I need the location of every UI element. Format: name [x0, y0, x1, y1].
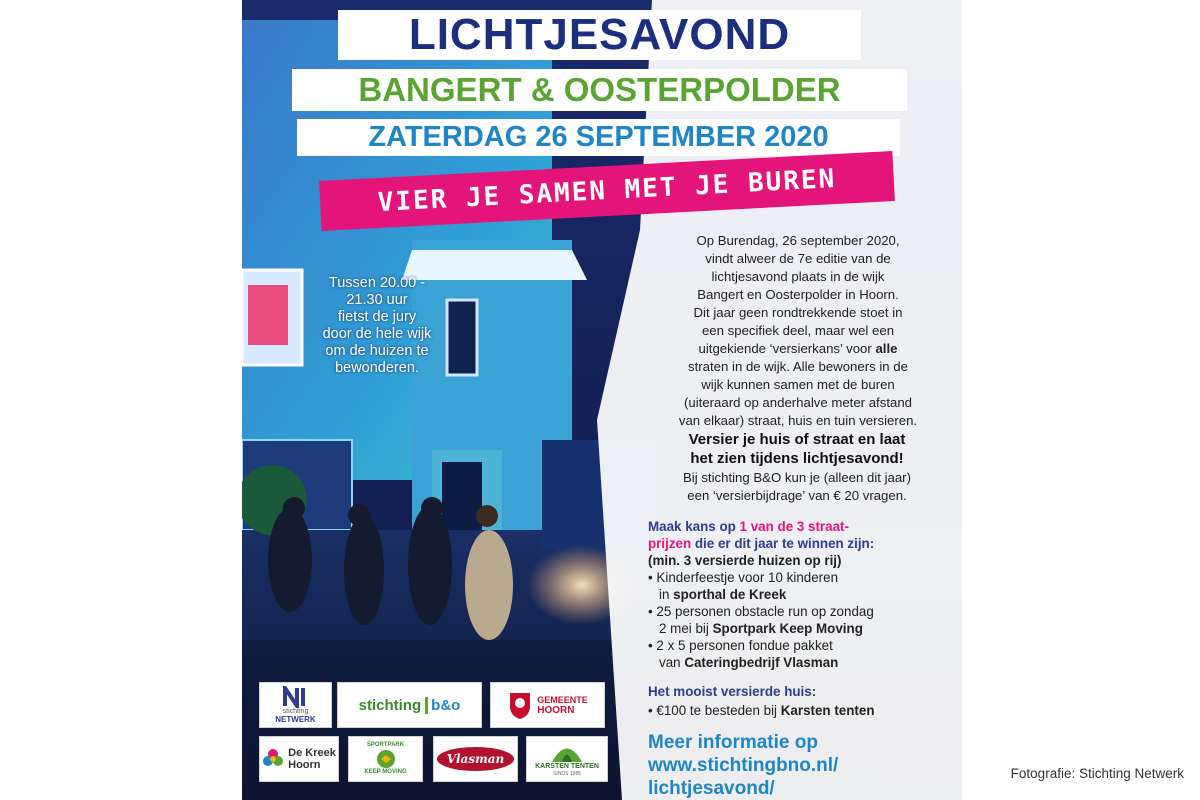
logo-stichting-bno: stichting b&o	[337, 682, 482, 728]
poster-date: ZATERDAG 26 SEPTEMBER 2020	[297, 119, 900, 156]
logo-gemeente-hoorn: GEMEENTE HOORN	[490, 682, 605, 728]
versier-heading: Versier je huis of straat en laat het zien tijdens lichtjesavond!	[688, 431, 906, 467]
logo-sportpark-keep-moving: SPORTPARK KEEP MOVING	[348, 736, 423, 782]
logo-stichting-netwerk: stichting NETWERK	[259, 682, 332, 728]
poster-subtitle: BANGERT & OOSTERPOLDER	[292, 69, 907, 111]
best-house-section: Het mooist versierde huis: • €100 te besteden bij Karsten tenten	[648, 684, 875, 718]
photo-credit: Fotografie: Stichting Netwerk	[1010, 766, 1184, 781]
intro-paragraph: Op Burendag, 26 september 2020, vindt alweer de 7e editie van de lichtjesavond plaats in de wijk Bangert en Oosterpolder in Hoorn. Dit jaar geen rondtrekkende stoet in een specifiek deel, maar wel een uitgekiende ‘versierkans’ voor alle straten in de wijk. Alle bewoners in de wijk kunnen samen met de buren (uiteraard op anderhalve meter afstand van elkaar) straat, huis en tuin versieren.	[678, 233, 918, 428]
poster-title: LICHTJESAVOND	[338, 10, 861, 60]
kreek-flower-icon	[262, 748, 284, 770]
logo-de-kreek: De Kreek Hoorn	[259, 736, 339, 782]
bijdrage-text: Bij stichting B&O kun je (alleen dit jaar) een ‘versierbijdrage’ van € 20 vragen.	[683, 470, 911, 503]
prize-item: • Kinderfeestje voor 10 kinderen	[648, 570, 839, 585]
poster	[242, 0, 962, 800]
slogan-banner: VIER JE SAMEN MET JE BUREN	[319, 151, 895, 231]
prize-item: • 25 personen obstacle run op zondag	[648, 604, 874, 619]
prizes-section: Maak kans op 1 van de 3 straat- prijzen die er dit jaar te winnen zijn: (min. 3 versierde huizen op rij) • Kinderfeestje voor 10 kinderen in sporthal de Kreek • 25 personen obstacle run op zondag 2 mei bij Sportpark Keep Moving • 2 x 5 personen fondue pakket van Cateringbedrijf Vlasman	[648, 518, 948, 671]
sportpark-runner-icon	[371, 749, 401, 769]
hoorn-crest-icon	[507, 690, 533, 720]
prize-item: • 2 x 5 personen fondue pakket	[648, 638, 833, 653]
netwerk-logo-mark	[283, 686, 309, 708]
tent-icon	[550, 741, 584, 763]
jury-text: Tussen 20.00 - 21.30 uur fietst de jury door de hele wijk om de huizen te bewonderen.	[322, 275, 432, 376]
logo-vlasman: Vlasman	[433, 736, 518, 782]
info-link[interactable]: www.stichtingbno.nl/ lichtjesavond/	[648, 755, 839, 799]
logo-karsten-tenten: KARSTEN TENTEN SINDS 1985	[526, 736, 608, 782]
more-info: Meer informatie op www.stichtingbno.nl/ lichtjesavond/	[648, 731, 948, 800]
